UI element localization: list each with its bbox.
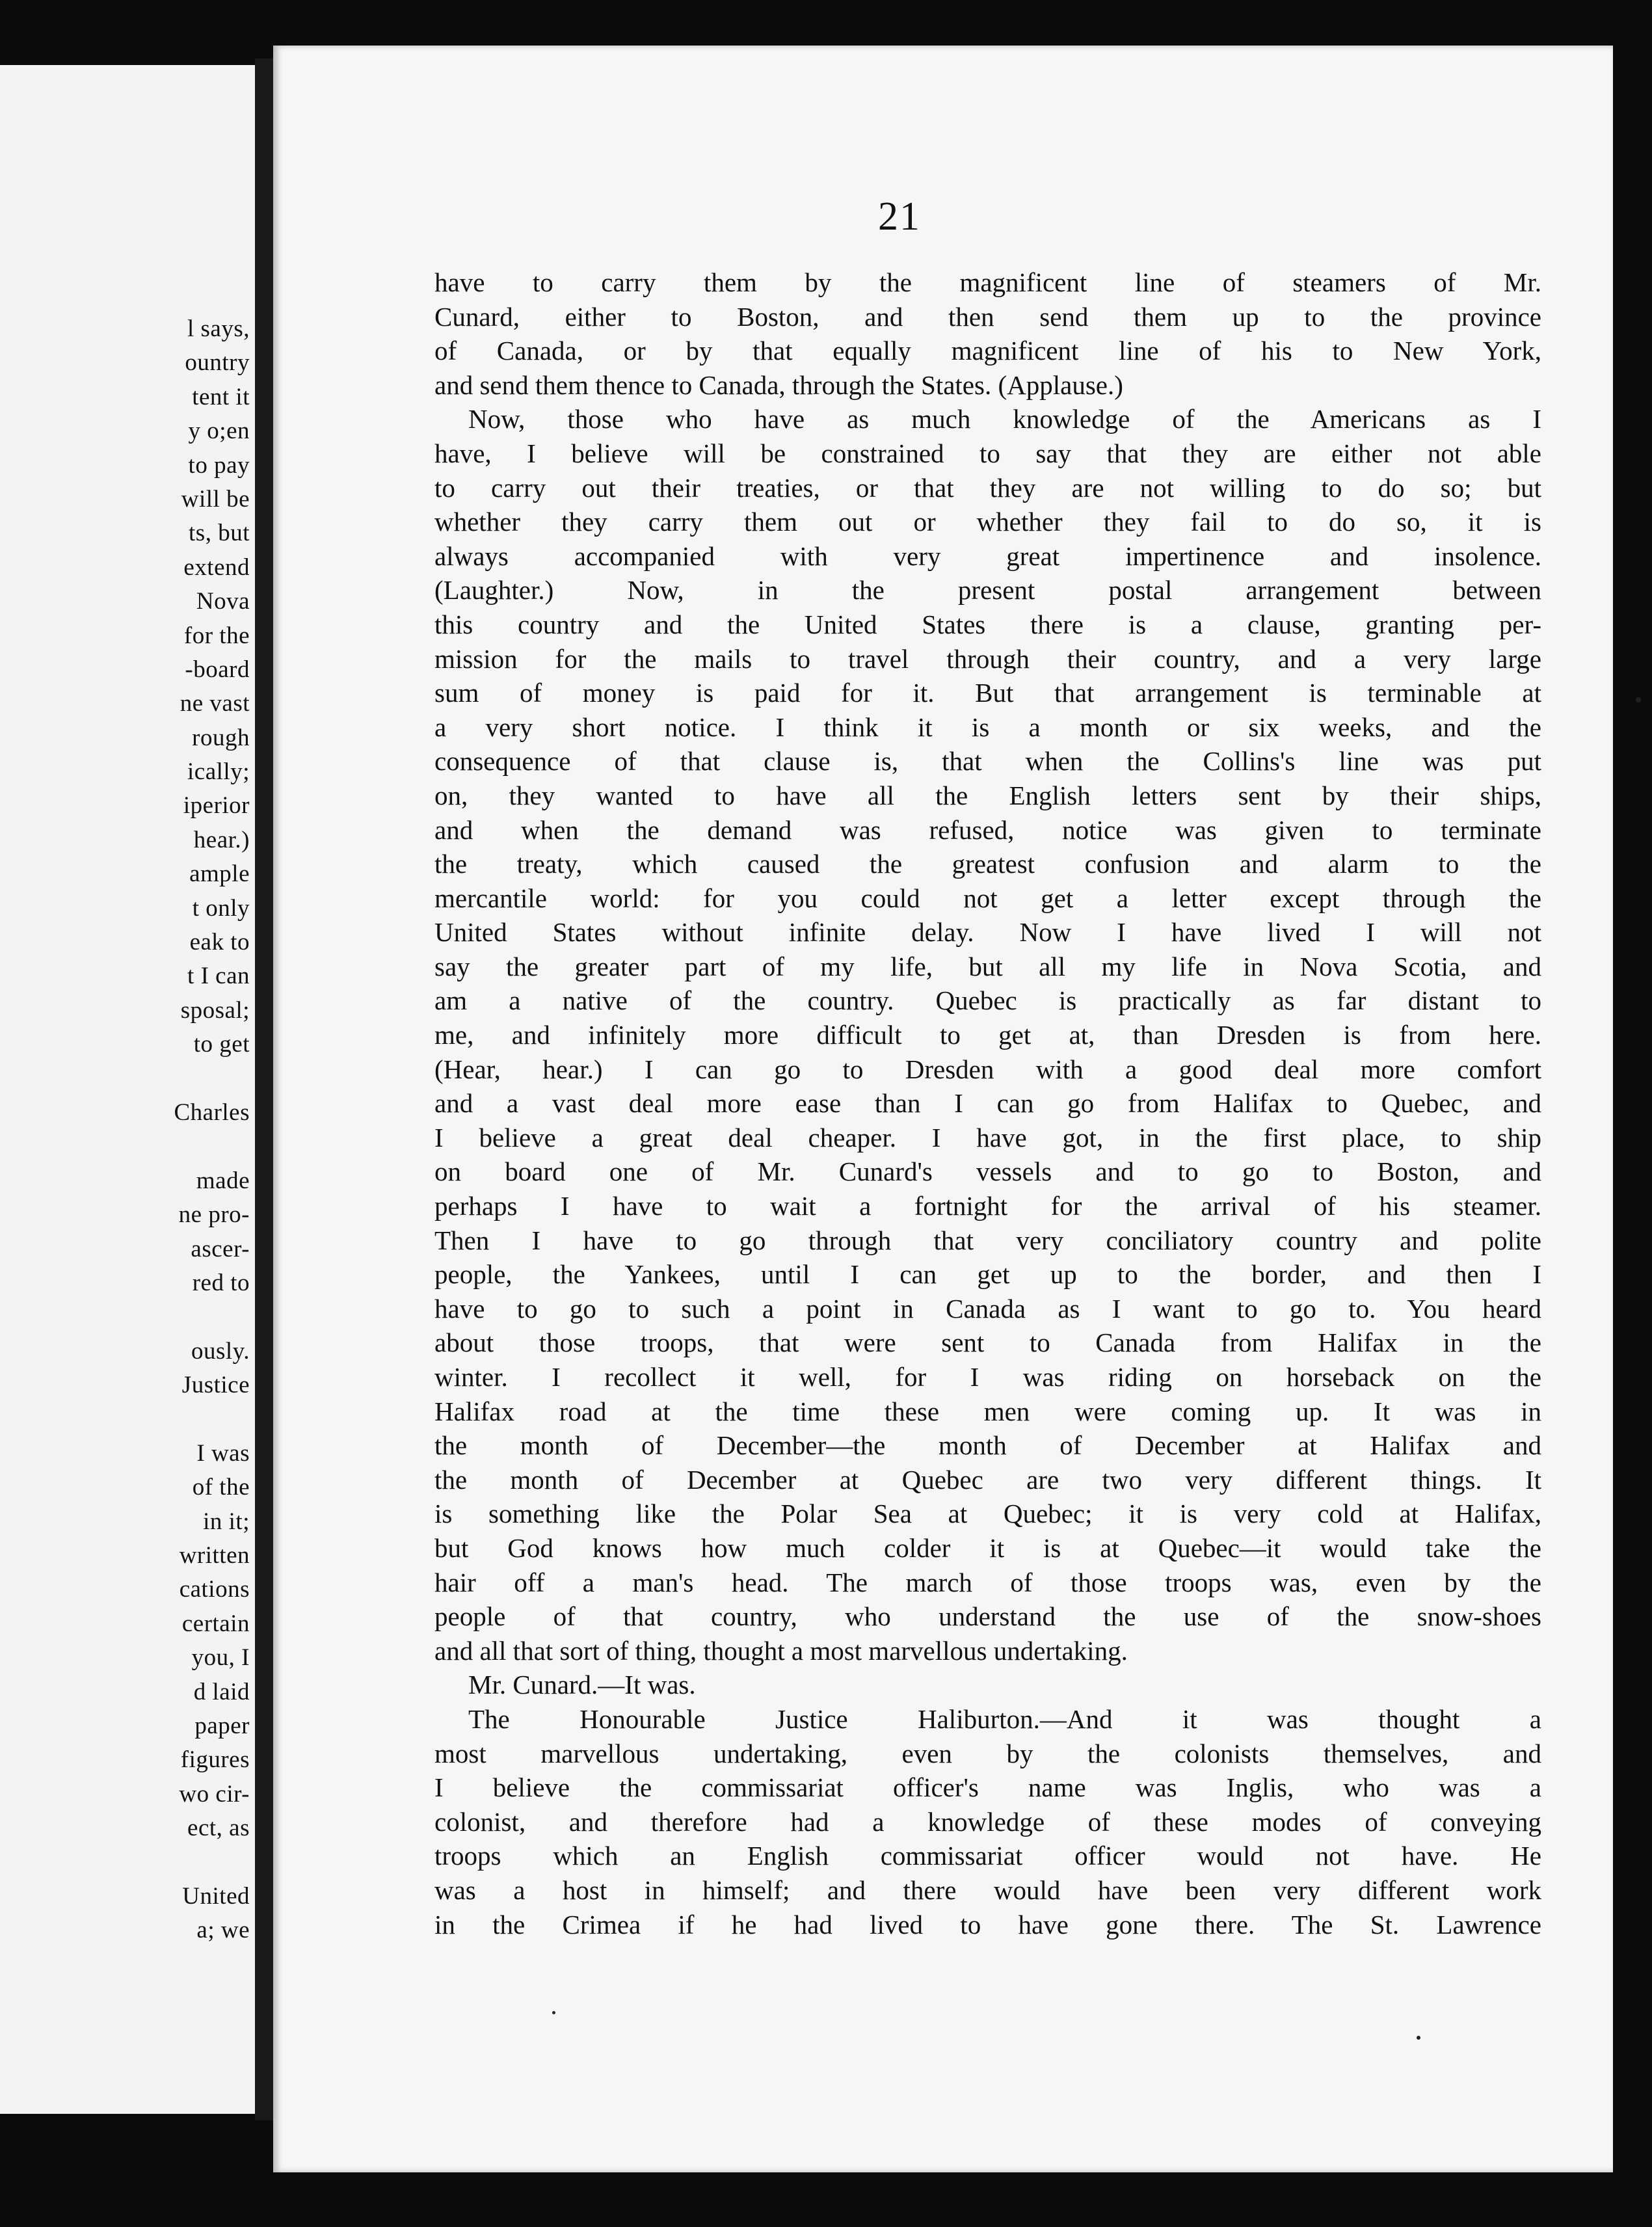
text-line: The Honourable Justice Haliburton.—And it was thought a [468,1703,1541,1734]
left-line: I was [196,1439,250,1467]
left-line: of the [192,1474,250,1501]
text-line: perhaps I have to wait a fortnight for the arrival of his steamer. [434,1191,1541,1221]
left-line: United [182,1882,250,1910]
text-line: colonist, and therefore had a knowledge of these modes of conveying [434,1806,1541,1837]
text-line: hair off a man's head. The march of those troops was, even by the [434,1567,1541,1597]
text-line: have, I believe will be constrained to say that they are either not able [434,438,1541,468]
text-line: me, and infinitely more difficult to get at, than Dresden is from here. [434,1020,1541,1050]
page-number: 21 [878,194,921,239]
left-line: to get [193,1031,250,1058]
left-line: cations [179,1576,250,1603]
text-line: and send them thence to Canada, through the States. (Applause.) [434,369,1123,400]
left-line: l says, [187,315,250,342]
text-line: to carry out their treaties, or that they are not willing to do so; but [434,472,1541,503]
text-line: the month of December—the month of December at Halifax and [434,1430,1541,1461]
text-line: United States without infinite delay. Now I have lived I will not [434,917,1541,948]
left-line [55,1062,250,1096]
text-line: a very short notice. I think it is a month or six weeks, and the [434,712,1541,742]
left-line: Nova [196,588,250,615]
left-line: certain [181,1610,250,1637]
left-line: a; we [196,1917,250,1944]
left-line: for the [183,622,250,649]
text-line: and a vast deal more ease than I can go from Halifax to Quebec, and [434,1088,1541,1119]
text-line: but God knows how much colder it is at Quebec—it would take the [434,1532,1541,1563]
text-line: people of that country, who understand the use of the snow-shoes [434,1601,1541,1632]
text-line: always accompanied with very great impertinence and insolence. [434,540,1541,571]
ink-speck [1417,2036,1420,2040]
text-line: say the greater part of my life, but all my life in Nova Scotia, and [434,951,1541,981]
text-line: Halifax road at the time these men were coming up. It was in [434,1396,1541,1426]
book-gutter [255,59,274,2120]
left-page-text [55,312,250,1948]
left-line: Charles [174,1099,250,1126]
left-line: ne vast [180,690,250,717]
left-line: made [196,1167,250,1194]
text-line: on, they wanted to have all the English letters sent by their ships, [434,780,1541,810]
left-line: figures [180,1746,250,1774]
left-line: red to [192,1269,250,1296]
left-line: sposal; [180,996,250,1024]
text-line: troops which an English commissariat officer would not have. He [434,1841,1541,1871]
left-line: hear.) [193,826,250,853]
left-line: will be [181,485,250,513]
left-line: t I can [187,963,250,990]
left-line: -board [185,656,250,683]
left-line: tent it [192,383,250,410]
left-line [55,1846,250,1880]
left-line: ample [189,860,250,888]
text-line: mission for the mails to travel through their country, and a very large [434,643,1541,674]
text-line: I believe the commissariat officer's name was Inglis, who was a [434,1772,1541,1803]
left-page [0,65,255,2114]
text-line: whether they carry them out or whether they fail to do so, it is [434,507,1541,537]
text-line: am a native of the country. Quebec is practically as far distant to [434,985,1541,1016]
ink-speck [552,2011,555,2014]
text-line: (Hear, hear.) I can go to Dresden with a good deal more comfort [434,1054,1541,1084]
text-line: mercantile world: for you could not get a letter except through the [434,883,1541,913]
left-line: written [179,1542,250,1569]
left-line: ne pro- [178,1201,250,1229]
left-line: paper [194,1713,250,1740]
text-line: consequence of that clause is, that when the Collins's line was put [434,746,1541,777]
left-line: wo cir- [179,1780,250,1807]
text-line: on board one of Mr. Cunard's vessels and to go to Boston, and [434,1156,1541,1187]
text-line: and all that sort of thing, thought a most marvellous undertaking. [434,1635,1128,1666]
body-text [434,265,1541,1941]
left-line [55,1403,250,1437]
left-line: ically; [187,758,250,786]
text-line: have to go to such a point in Canada as I want to go to. You heard [434,1293,1541,1324]
left-line: ect, as [187,1815,250,1842]
text-line: this country and the United States there is a clause, granting per- [434,609,1541,639]
text-line: (Laughter.) Now, in the present postal arrangement between [434,575,1541,606]
left-line: d laid [193,1678,250,1705]
right-page [273,46,1613,2172]
text-line: in the Crimea if he had lived to have gone there. The St. Lawrence [434,1909,1541,1940]
text-line: people, the Yankees, until I can get up to the border, and then I [434,1259,1541,1290]
left-line: ously. [191,1337,250,1365]
left-line: ts, but [189,520,250,547]
text-line: the treaty, which caused the greatest confusion and alarm to the [434,849,1541,879]
text-line: Then I have to go through that very conciliatory country and polite [434,1225,1541,1255]
text-line: most marvellous undertaking, even by the colonists themselves, and [434,1738,1541,1768]
left-line: ascer- [191,1235,250,1262]
text-line: of Canada, or by that equally magnificent line of his to New York, [434,336,1541,366]
left-line: rough [192,724,250,751]
left-line [55,1300,250,1334]
left-line: t only [192,894,250,922]
text-line: Cunard, either to Boston, and then send them up to the province [434,301,1541,332]
left-line: to pay [188,451,250,479]
left-line: y o;en [188,418,250,445]
left-line: in it; [203,1508,250,1535]
left-line: eak to [189,929,250,956]
left-line: you, I [191,1644,250,1672]
text-line: about those troops, that were sent to Canada from Halifax in the [434,1327,1541,1358]
left-line [55,1130,250,1164]
left-line: extend [183,553,250,581]
text-line: was a host in himself; and there would have been very different work [434,1874,1541,1905]
text-line: Mr. Cunard.—It was. [468,1670,696,1700]
text-line: have to carry them by the magnificent line of steamers of Mr. [434,267,1541,297]
text-line: winter. I recollect it well, for I was riding on horseback on the [434,1362,1541,1392]
text-line: and when the demand was refused, notice was given to terminate [434,814,1541,845]
left-line: iperior [183,792,250,820]
left-line: ountry [185,349,250,377]
text-line: Now, those who have as much knowledge of the Americans as I [468,404,1541,434]
text-line: the month of December at Quebec are two very different things. It [434,1464,1541,1495]
ink-speck [1636,697,1641,702]
text-line: sum of money is paid for it. But that arrangement is terminable at [434,678,1541,708]
text-line: I believe a great deal cheaper. I have got, in the first place, to ship [434,1122,1541,1153]
text-line: is something like the Polar Sea at Quebec; it is very cold at Halifax, [434,1499,1541,1529]
left-line: Justice [181,1372,250,1399]
